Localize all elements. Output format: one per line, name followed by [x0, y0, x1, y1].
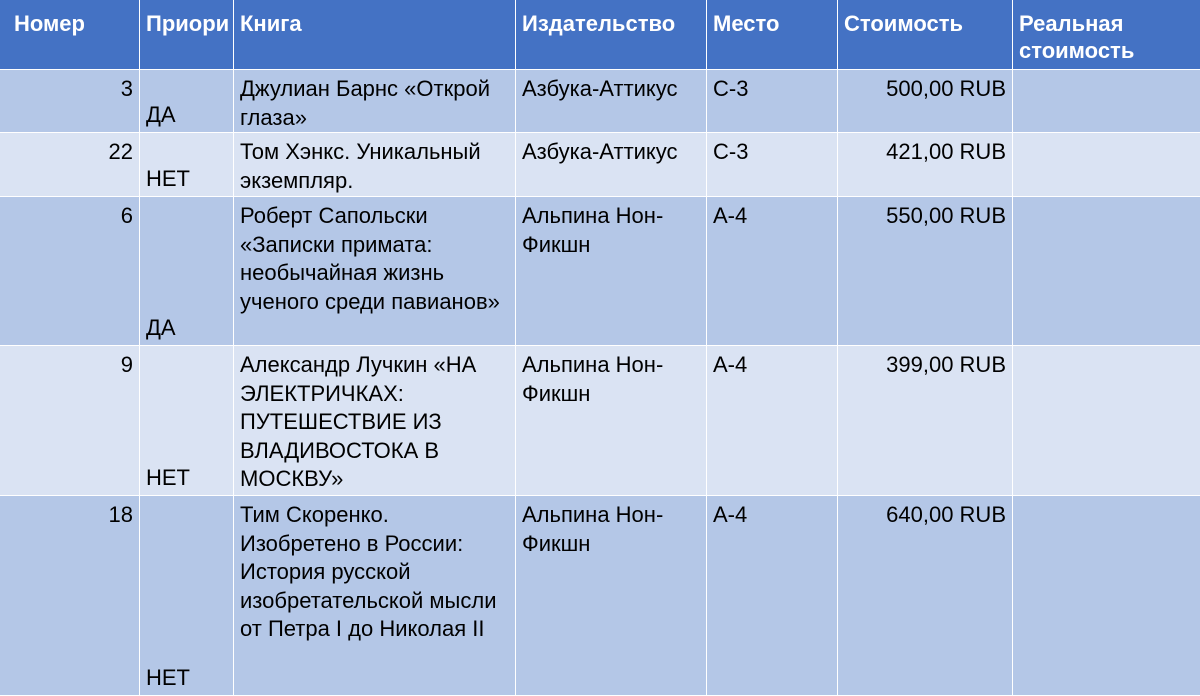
- cell-publisher[interactable]: Альпина Нон-Фикшн: [516, 197, 707, 346]
- cell-number[interactable]: 22: [0, 133, 140, 197]
- cell-book[interactable]: Роберт Сапольски «Записки примата: необычайная жизнь ученого среди павианов»: [234, 197, 516, 346]
- cell-book[interactable]: Том Хэнкс. Уникальный экземпляр.: [234, 133, 516, 197]
- table-row: [0, 346, 1200, 496]
- cell-number[interactable]: 9: [0, 346, 140, 496]
- header-priority[interactable]: Приори: [140, 0, 234, 70]
- table-row: [0, 197, 1200, 346]
- cell-real-cost[interactable]: [1013, 197, 1200, 346]
- cell-book[interactable]: Тим Скоренко. Изобретено в России: История русской изобретательской мысли от Петра I до Николая II: [234, 496, 516, 696]
- cell-priority[interactable]: [140, 346, 234, 496]
- cell-book[interactable]: Джулиан Барнс «Открой глаза»: [234, 70, 516, 133]
- priority-value: НЕТ: [146, 464, 190, 490]
- cell-priority[interactable]: [140, 197, 234, 346]
- cell-publisher[interactable]: Альпина Нон-Фикшн: [516, 496, 707, 696]
- cell-number[interactable]: 18: [0, 496, 140, 696]
- cell-place[interactable]: А-4: [707, 197, 838, 346]
- cell-cost[interactable]: 421,00 RUB: [838, 133, 1013, 197]
- priority-value: ДА: [146, 101, 176, 127]
- cell-real-cost[interactable]: [1013, 70, 1200, 133]
- cell-publisher[interactable]: Альпина Нон-Фикшн: [516, 346, 707, 496]
- header-real-cost[interactable]: Реальная стоимость: [1013, 0, 1200, 70]
- cell-priority[interactable]: [140, 133, 234, 197]
- header-number[interactable]: Номер: [0, 0, 140, 70]
- header-place[interactable]: Место: [707, 0, 838, 70]
- cell-publisher[interactable]: Азбука-Аттикус: [516, 133, 707, 197]
- cell-number[interactable]: 6: [0, 197, 140, 346]
- cell-place[interactable]: А-4: [707, 346, 838, 496]
- cell-real-cost[interactable]: [1013, 496, 1200, 696]
- header-book[interactable]: Книга: [234, 0, 516, 70]
- cell-cost[interactable]: 500,00 RUB: [838, 70, 1013, 133]
- cell-place[interactable]: А-4: [707, 496, 838, 696]
- cell-place[interactable]: С-3: [707, 70, 838, 133]
- cell-cost[interactable]: 550,00 RUB: [838, 197, 1013, 346]
- table-header: [0, 0, 1200, 70]
- cell-priority[interactable]: [140, 496, 234, 696]
- table-row: [0, 70, 1200, 133]
- header-publisher[interactable]: Издательство: [516, 0, 707, 70]
- priority-value: НЕТ: [146, 165, 190, 191]
- header-cost[interactable]: Стоимость: [838, 0, 1013, 70]
- cell-book[interactable]: Александр Лучкин «НА ЭЛЕКТРИЧКАХ: ПУТЕШЕСТВИЕ ИЗ ВЛАДИВОСТОКА В МОСКВУ»: [234, 346, 516, 496]
- cell-number[interactable]: 3: [0, 70, 140, 133]
- table-row: [0, 496, 1200, 696]
- cell-real-cost[interactable]: [1013, 346, 1200, 496]
- cell-priority[interactable]: [140, 70, 234, 133]
- priority-value: ДА: [146, 314, 176, 340]
- priority-value: НЕТ: [146, 664, 190, 690]
- cell-place[interactable]: С-3: [707, 133, 838, 197]
- cell-cost[interactable]: 640,00 RUB: [838, 496, 1013, 696]
- table-row: [0, 133, 1200, 197]
- cell-real-cost[interactable]: [1013, 133, 1200, 197]
- cell-cost[interactable]: 399,00 RUB: [838, 346, 1013, 496]
- cell-publisher[interactable]: Азбука-Аттикус: [516, 70, 707, 133]
